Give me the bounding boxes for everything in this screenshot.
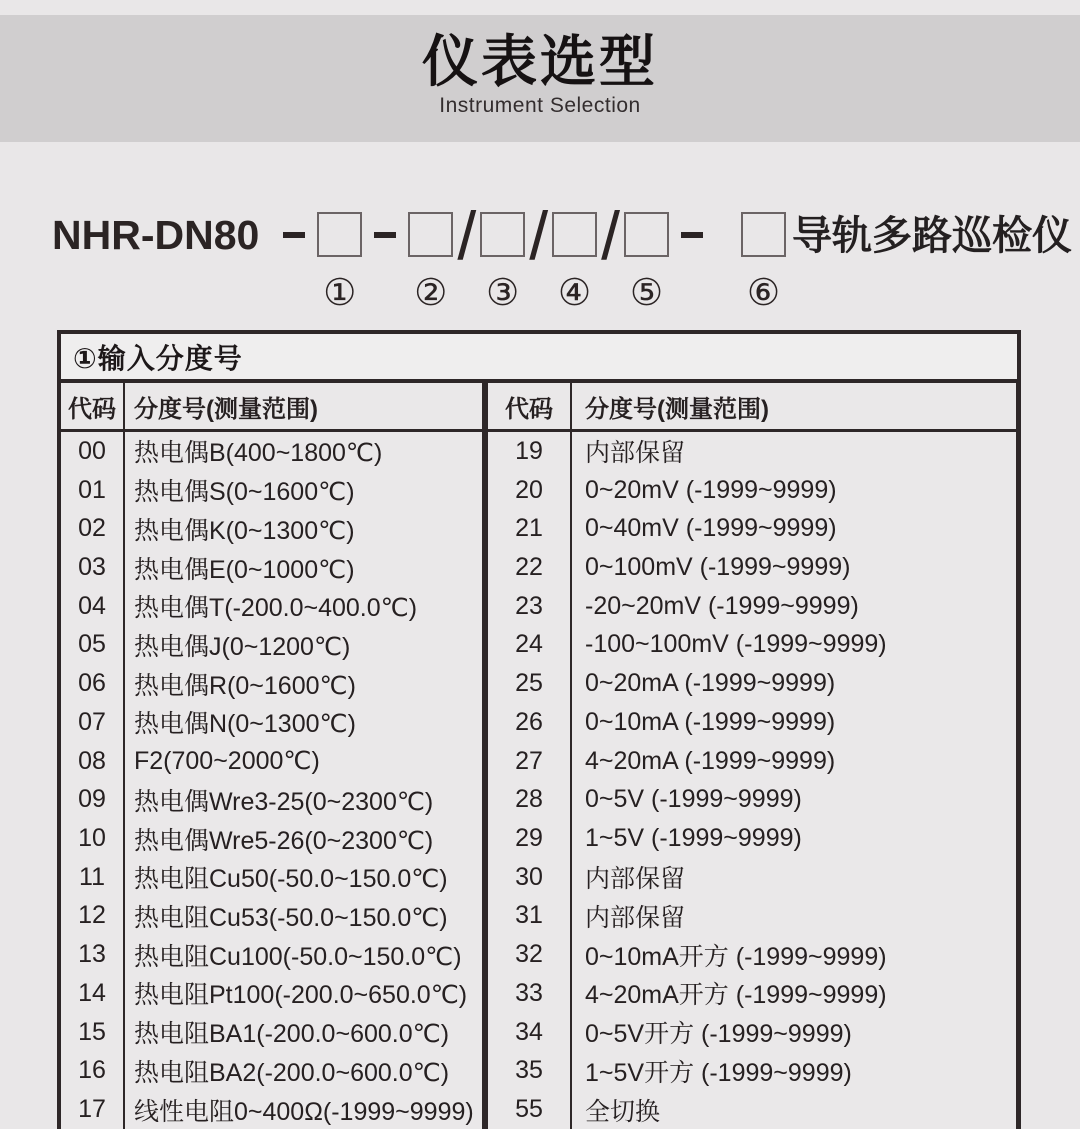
cell-code-right: 34 [488, 1013, 572, 1052]
cell-desc-left: 热电偶J(0~1200℃) [125, 626, 488, 665]
model-code-diagram [52, 198, 1073, 314]
table-row [61, 780, 1016, 819]
model-code-box-4 [552, 212, 597, 257]
cell-code-left: 13 [61, 935, 125, 974]
model-code-box-2 [408, 212, 453, 257]
cell-desc-right: 1~5V (-1999~9999) [585, 824, 802, 853]
page-title: 仪表选型 [422, 30, 658, 93]
model-suffix: 导轨多路巡检仪 [792, 214, 1073, 258]
cell-desc-left: 热电偶E(0~1000℃) [125, 548, 488, 587]
cell-code-left: 12 [61, 897, 125, 936]
model-code-slot-2 [408, 212, 453, 312]
slash-separator: / [601, 198, 621, 274]
cell-desc-left: 线性电阻0~400Ω(-1999~9999) [125, 1090, 488, 1129]
model-code-slot-5 [624, 212, 669, 312]
position-label-5: ⑤ [629, 271, 664, 314]
cell-desc-right: 0~20mV (-1999~9999) [585, 475, 837, 504]
column-header-desc-right: 分度号(测量范围) [585, 395, 769, 423]
table-row [61, 548, 1016, 587]
cell-code-left: 06 [61, 664, 125, 703]
model-code-box-5 [624, 212, 669, 257]
model-code-slot-3 [480, 212, 525, 312]
cell-code-left: 08 [61, 742, 125, 781]
cell-code-right: 35 [488, 1052, 572, 1091]
slash-separator: / [457, 198, 477, 274]
cell-desc-left: 热电阻BA2(-200.0~600.0℃) [125, 1052, 488, 1091]
cell-desc-right: 0~10mA (-1999~9999) [585, 707, 836, 736]
cell-desc-left: 热电阻Cu53(-50.0~150.0℃) [125, 897, 488, 936]
cell-code-left: 03 [61, 548, 125, 587]
cell-code-right: 33 [488, 974, 572, 1013]
model-prefix: NHR-DN80 [52, 212, 260, 258]
cell-code-right: 26 [488, 703, 572, 742]
cell-code-right: 29 [488, 819, 572, 858]
column-header-desc-left: 分度号(测量范围) [125, 383, 488, 429]
table-title: ①输入分度号 [73, 342, 243, 374]
table-row [61, 509, 1016, 548]
dash-separator [362, 212, 408, 258]
cell-code-left: 17 [61, 1090, 125, 1129]
position-label-2: ② [414, 271, 448, 314]
cell-code-right: 30 [488, 858, 572, 897]
cell-desc-right: 0~40mV (-1999~9999) [585, 514, 837, 543]
cell-desc-left: F2(700~2000℃) [125, 742, 488, 781]
table-row [61, 432, 1016, 471]
cell-code-right: 25 [488, 664, 572, 703]
cell-code-left: 10 [61, 819, 125, 858]
position-label-4: ④ [558, 271, 592, 314]
table-title-box [57, 330, 1021, 383]
cell-desc-right: -100~100mV (-1999~9999) [585, 630, 887, 659]
table-row [61, 935, 1016, 974]
cell-code-right: 55 [488, 1090, 572, 1129]
cell-desc-right: 1~5V开方 (-1999~9999) [585, 1058, 852, 1087]
cell-code-right: 24 [488, 626, 572, 665]
input-graduation-table [57, 330, 1021, 1129]
cell-code-right: 21 [488, 509, 572, 548]
cell-code-left: 15 [61, 1013, 125, 1052]
cell-code-right: 22 [488, 548, 572, 587]
table-row [61, 858, 1016, 897]
table-row [61, 664, 1016, 703]
position-label-3: ③ [486, 271, 520, 314]
cell-code-right: 19 [488, 432, 572, 471]
cell-desc-left: 热电阻BA1(-200.0~600.0℃) [125, 1013, 488, 1052]
table-row [61, 1052, 1016, 1091]
cell-code-left: 01 [61, 471, 125, 510]
cell-desc-right: 内部保留 [585, 903, 686, 932]
header-banner [0, 15, 1080, 142]
slash-separator: / [529, 198, 549, 274]
table-row [61, 819, 1016, 858]
cell-desc-left: 热电偶B(400~1800℃) [125, 432, 488, 471]
cell-desc-right: 内部保留 [585, 865, 686, 894]
cell-code-left: 14 [61, 974, 125, 1013]
cell-desc-left: 热电阻Cu100(-50.0~150.0℃) [125, 935, 488, 974]
cell-desc-right: 0~5V (-1999~9999) [585, 785, 802, 814]
cell-desc-left: 热电阻Pt100(-200.0~650.0℃) [125, 974, 488, 1013]
cell-code-right: 23 [488, 587, 572, 626]
cell-desc-right: 4~20mA开方 (-1999~9999) [585, 981, 887, 1010]
cell-code-left: 11 [61, 858, 125, 897]
cell-desc-left: 热电偶R(0~1600℃) [125, 664, 488, 703]
cell-code-left: 00 [61, 432, 125, 471]
cell-code-left: 07 [61, 703, 125, 742]
cell-desc-left: 热电偶N(0~1300℃) [125, 703, 488, 742]
table-row [61, 974, 1016, 1013]
model-code-box-1 [317, 212, 362, 257]
model-code-box-3 [480, 212, 525, 257]
cell-code-right: 28 [488, 780, 572, 819]
cell-code-right: 32 [488, 935, 572, 974]
cell-desc-right: 0~20mA (-1999~9999) [585, 669, 836, 698]
cell-desc-left: 热电偶T(-200.0~400.0℃) [125, 587, 488, 626]
position-label-1: ① [323, 271, 357, 314]
cell-code-left: 16 [61, 1052, 125, 1091]
table-row [61, 471, 1016, 510]
cell-desc-right: 0~100mV (-1999~9999) [585, 553, 851, 582]
dash-separator [271, 212, 317, 258]
table-row [61, 703, 1016, 742]
table-row [61, 1013, 1016, 1052]
cell-desc-right: 全切换 [585, 1097, 661, 1126]
selection-table-body [61, 432, 1016, 1129]
table-row [61, 742, 1016, 781]
cell-desc-left: 热电偶K(0~1300℃) [125, 509, 488, 548]
column-header-code-right: 代码 [488, 383, 572, 429]
cell-code-right: 20 [488, 471, 572, 510]
cell-code-left: 09 [61, 780, 125, 819]
model-code-box-6 [741, 212, 786, 257]
model-code-slot-1 [317, 212, 362, 312]
cell-code-left: 02 [61, 509, 125, 548]
cell-desc-right: -20~20mV (-1999~9999) [585, 591, 859, 620]
cell-code-right: 31 [488, 897, 572, 936]
model-code-slot-6 [741, 212, 786, 312]
table-row [61, 587, 1016, 626]
cell-code-left: 05 [61, 626, 125, 665]
cell-code-right: 27 [488, 742, 572, 781]
cell-desc-left: 热电阻Cu50(-50.0~150.0℃) [125, 858, 488, 897]
cell-desc-right: 4~20mA (-1999~9999) [585, 746, 836, 775]
table-header-row [61, 383, 1016, 432]
column-header-code-left: 代码 [61, 383, 125, 429]
cell-desc-left: 热电偶Wre5-26(0~2300℃) [125, 819, 488, 858]
position-label-6: ⑥ [746, 271, 781, 314]
cell-desc-right: 0~5V开方 (-1999~9999) [585, 1020, 852, 1049]
table-row [61, 1090, 1016, 1129]
cell-desc-left: 热电偶Wre3-25(0~2300℃) [125, 780, 488, 819]
cell-desc-right: 内部保留 [585, 439, 686, 468]
selection-table-grid [57, 383, 1021, 1129]
table-row [61, 897, 1016, 936]
cell-code-left: 04 [61, 587, 125, 626]
cell-desc-right: 0~10mA开方 (-1999~9999) [585, 942, 887, 971]
table-row [61, 626, 1016, 665]
page-subtitle: Instrument Selection [439, 93, 641, 117]
cell-desc-left: 热电偶S(0~1600℃) [125, 471, 488, 510]
model-code-slot-4 [552, 212, 597, 312]
dash-separator [669, 212, 715, 258]
